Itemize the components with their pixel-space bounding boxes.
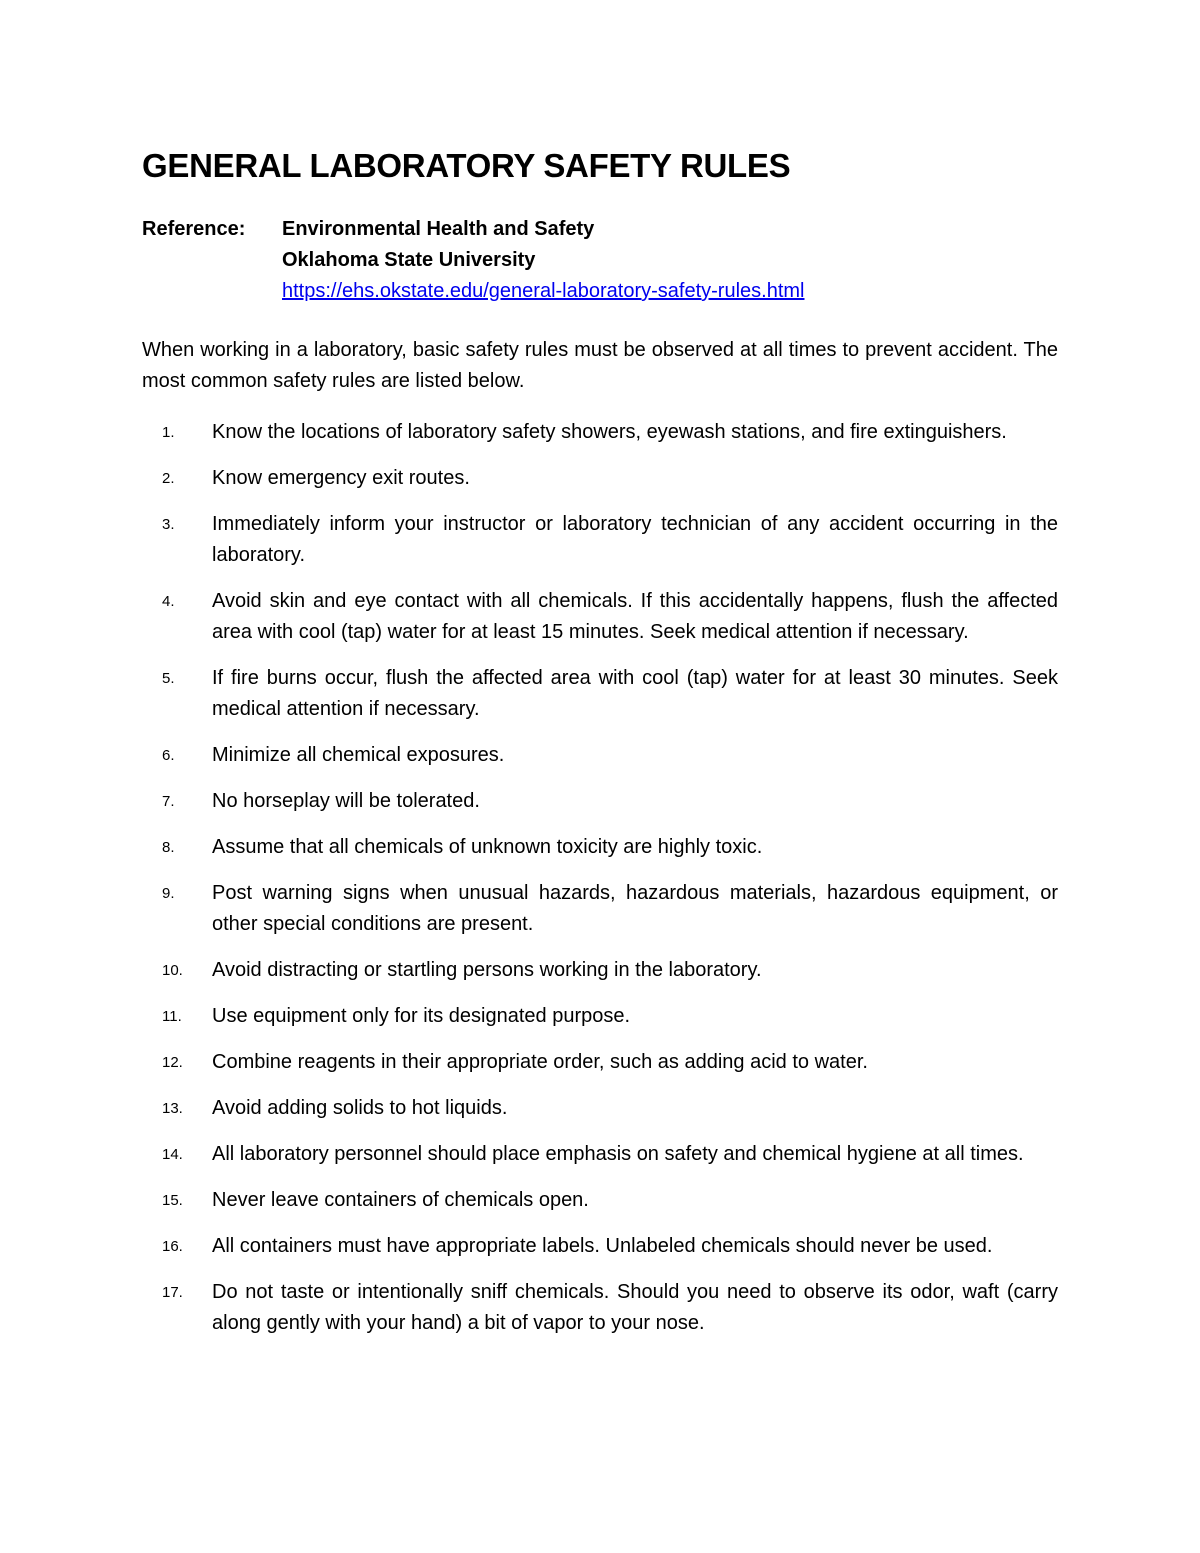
rule-number: 9. xyxy=(162,885,175,902)
list-item xyxy=(142,417,1058,448)
rule-number: 12. xyxy=(162,1054,183,1071)
list-item xyxy=(142,786,1058,817)
reference-lines xyxy=(282,214,804,307)
rule-number: 11. xyxy=(162,1008,182,1025)
list-item xyxy=(142,1093,1058,1124)
rule-text: Know the locations of laboratory safety showers, eyewash stations, and fire extinguishers. xyxy=(212,421,1007,443)
document-page xyxy=(142,140,1058,1354)
rule-text: No horseplay will be tolerated. xyxy=(212,790,480,812)
rule-number: 16. xyxy=(162,1238,183,1255)
list-item xyxy=(142,1047,1058,1078)
reference-university: Oklahoma State University xyxy=(282,249,536,271)
rule-text: Assume that all chemicals of unknown toxicity are highly toxic. xyxy=(212,836,763,858)
document-title: GENERAL LABORATORY SAFETY RULES xyxy=(142,147,791,184)
list-item xyxy=(142,955,1058,986)
list-item xyxy=(142,1001,1058,1032)
list-item xyxy=(142,832,1058,863)
rule-number: 1. xyxy=(162,424,175,441)
rules-list xyxy=(142,417,1058,1339)
rule-text: If fire burns occur, flush the affected area with cool (tap) water for at least 30 minutes. Seek medical attention if necessary. xyxy=(212,667,1058,720)
reference-label: Reference: xyxy=(142,218,246,240)
rule-text: Post warning signs when unusual hazards, hazardous materials, hazardous equipment, or other special conditions are present. xyxy=(212,882,1058,935)
rule-text: Do not taste or intentionally sniff chemicals. Should you need to observe its odor, waft (carry along gently with your hand) a bit of vapor to your nose. xyxy=(212,1281,1058,1334)
rule-number: 17. xyxy=(162,1284,183,1301)
rule-number: 14. xyxy=(162,1146,183,1163)
rule-number: 3. xyxy=(162,516,175,533)
reference-block xyxy=(142,214,1058,307)
list-item xyxy=(142,1231,1058,1262)
rule-text: Avoid adding solids to hot liquids. xyxy=(212,1097,508,1119)
rule-number: 10. xyxy=(162,962,183,979)
rule-number: 2. xyxy=(162,470,175,487)
rule-number: 13. xyxy=(162,1100,183,1117)
list-item xyxy=(142,1139,1058,1170)
list-item xyxy=(142,586,1058,648)
reference-link[interactable]: https://ehs.okstate.edu/general-laboratory-safety-rules.html xyxy=(282,280,805,302)
rule-text: Never leave containers of chemicals open. xyxy=(212,1189,589,1211)
rule-text: Minimize all chemical exposures. xyxy=(212,744,505,766)
rule-number: 6. xyxy=(162,747,175,764)
list-item xyxy=(142,509,1058,571)
rule-text: Avoid distracting or startling persons working in the laboratory. xyxy=(212,959,762,981)
rule-text: Immediately inform your instructor or laboratory technician of any accident occurring in the laboratory. xyxy=(212,513,1058,566)
list-item xyxy=(142,463,1058,494)
rule-text: Know emergency exit routes. xyxy=(212,467,470,489)
list-item xyxy=(142,1185,1058,1216)
intro-paragraph: When working in a laboratory, basic safety rules must be observed at all times to prevent accident. The most common safety rules are listed below. xyxy=(142,339,1058,392)
list-item xyxy=(142,663,1058,725)
rule-number: 5. xyxy=(162,670,175,687)
rule-text: Combine reagents in their appropriate order, such as adding acid to water. xyxy=(212,1051,868,1073)
list-item xyxy=(142,878,1058,940)
rule-text: Use equipment only for its designated purpose. xyxy=(212,1005,631,1027)
rule-number: 15. xyxy=(162,1192,183,1209)
rule-text: All containers must have appropriate labels. Unlabeled chemicals should never be used. xyxy=(212,1235,993,1257)
list-item xyxy=(142,740,1058,771)
rule-number: 7. xyxy=(162,793,175,810)
rule-text: Avoid skin and eye contact with all chemicals. If this accidentally happens, flush the affected area with cool (tap) water for at least 15 minutes. Seek medical attention if necessary. xyxy=(212,590,1058,643)
list-item xyxy=(142,1277,1058,1339)
rule-number: 8. xyxy=(162,839,175,856)
reference-org: Environmental Health and Safety xyxy=(282,218,595,240)
rule-number: 4. xyxy=(162,593,175,610)
rule-text: All laboratory personnel should place emphasis on safety and chemical hygiene at all times. xyxy=(212,1143,1024,1165)
